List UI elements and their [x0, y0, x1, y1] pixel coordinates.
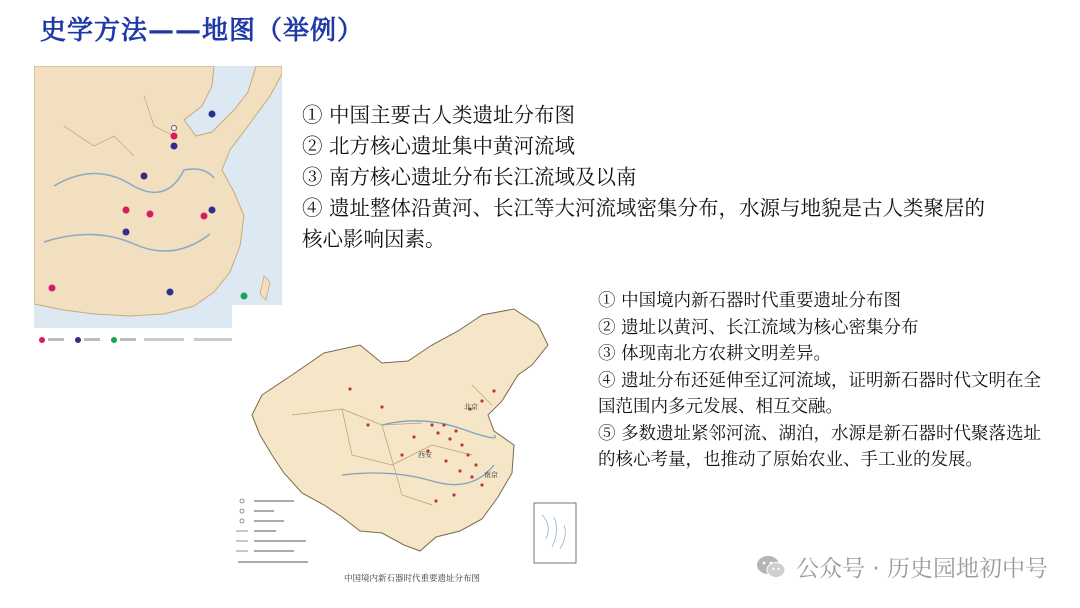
section2-item: ④ 遗址分布还延伸至辽河流域，证明新石器时代文明在全国范围内多元发展、相互交融。: [598, 370, 1042, 417]
watermark-text: 公众号 · 历史园地初中号: [796, 556, 1048, 582]
map-label-xian: 西安: [418, 451, 432, 459]
map-caption: 中国境内新石器时代重要遗址分布图: [343, 574, 481, 584]
section1-item: ④ 遗址整体沿黄河、长江等大河流域密集分布，水源与地貌是古人类聚居的核心影响因素。: [302, 196, 986, 251]
section1-item: ③ 南方核心遗址分布长江流域及以南: [302, 165, 637, 189]
section2-item: ⑤ 多数遗址紧邻河流、湖泊，水源是新石器时代聚落选址的核心考量，也推动了原始农业、手工业的发展。: [598, 423, 1042, 470]
section1-list: [302, 100, 1002, 255]
section2-item: ② 遗址以黄河、长江流域为核心密集分布: [598, 317, 919, 338]
neolithic-sites-map: [232, 305, 592, 589]
watermark: [756, 550, 1048, 583]
section2-item: ③ 体现南北方农耕文明差异。: [598, 344, 832, 364]
section2-list: [598, 288, 1048, 474]
section1-item: ② 北方核心遗址集中黄河流域: [302, 134, 576, 158]
slide-title: 史学方法——地图（举例）: [40, 16, 365, 46]
map-label-beijing: 北京: [464, 403, 478, 411]
section2-item: ① 中国境内新石器时代重要遗址分布图: [598, 291, 902, 311]
wechat-icon: [756, 555, 786, 579]
section1-item: ① 中国主要古人类遗址分布图: [302, 103, 576, 127]
map-label-nanjing: 南京: [484, 471, 498, 479]
